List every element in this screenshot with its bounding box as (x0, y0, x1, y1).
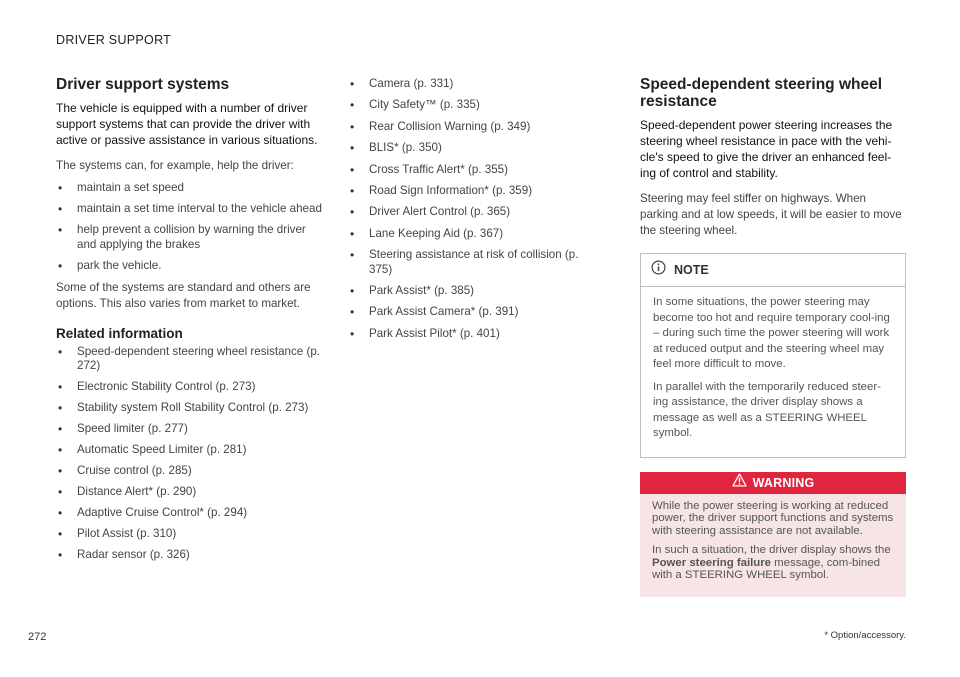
section-title: Driver support systems (56, 76, 230, 93)
related-link[interactable]: • City Safety™ (p. 335) (348, 98, 580, 113)
warning-header (640, 472, 906, 494)
warning-text: message, com-bined with a STEERING WHEEL symbol. (652, 556, 880, 582)
related-link[interactable]: • Park Assist Pilot* (p. 401) (348, 327, 580, 342)
list-item: • maintain a set speed (56, 181, 322, 196)
list-item: • maintain a set time interval to the vehicle ahead (56, 202, 322, 217)
related-link[interactable]: • Pilot Assist (p. 310) (56, 527, 322, 542)
related-link[interactable]: • Distance Alert* (p. 290) (56, 485, 322, 500)
related-link[interactable]: • Automatic Speed Limiter (p. 281) (56, 443, 322, 458)
related-link[interactable]: • BLIS* (p. 350) (348, 141, 580, 156)
lead-paragraph: Speed-dependent power steering increases the steering wheel resistance in pace with the vehi-cle's speed to give the driver an enhanced feel-ing of control and stability. (640, 118, 893, 180)
warning-body (640, 494, 906, 598)
related-link[interactable]: • Park Assist* (p. 385) (348, 284, 580, 299)
help-list (56, 181, 322, 273)
left-column (56, 76, 322, 569)
list-item: • help prevent a collision by warning the driver and applying the brakes (56, 223, 322, 252)
power-steering-failure-message: Power steering failure (652, 556, 772, 569)
footnote: * Option/accessory. (824, 630, 906, 641)
note-label: NOTE (674, 263, 709, 277)
related-link[interactable]: • Speed-dependent steering wheel resistance (p. 272) (56, 345, 322, 374)
related-link[interactable]: • Driver Alert Control (p. 365) (348, 205, 580, 220)
options-text: Some of the systems are standard and others are options. This also varies from market to market. (56, 280, 311, 310)
middle-column (348, 77, 580, 348)
note-box (640, 253, 906, 458)
warning-text: In such a situation, the driver display shows the (652, 544, 891, 557)
warning-paragraph (652, 544, 894, 582)
related-link[interactable]: • Rear Collision Warning (p. 349) (348, 120, 580, 135)
warning-triangle-icon (732, 473, 747, 492)
section-title: Speed-dependent steering wheel resistance (640, 76, 883, 110)
list-item: • park the vehicle. (56, 259, 322, 274)
related-link[interactable]: • Cross Traffic Alert* (p. 355) (348, 163, 580, 178)
related-title: Related information (56, 325, 183, 341)
page-number: 272 (28, 631, 47, 643)
related-list-continued (348, 77, 580, 341)
related-link[interactable]: • Cruise control (p. 285) (56, 464, 322, 479)
body-text: Steering may feel stiffer on highways. When parking and at low speeds, it will be easier to move the steering wheel. (640, 192, 902, 237)
intro-text: The systems can, for example, help the driver: (56, 159, 294, 172)
related-link[interactable]: • Electronic Stability Control (p. 273) (56, 380, 322, 395)
related-list (56, 345, 322, 563)
related-link[interactable]: • Lane Keeping Aid (p. 367) (348, 227, 580, 242)
related-link[interactable]: • Road Sign Information* (p. 359) (348, 184, 580, 199)
warning-paragraph: While the power steering is working at reduced power, the driver support functions and systems with steering assistance are not available. (652, 499, 894, 537)
note-body (641, 287, 905, 457)
related-link[interactable]: • Camera (p. 331) (348, 77, 580, 92)
right-column (640, 76, 906, 597)
note-header (641, 254, 905, 287)
info-icon (651, 260, 666, 280)
note-paragraph: In some situations, the power steering may become too hot and require temporary cool-ing – during such time the power steering will work at reduced output and the steering wheel may feel more difficult to move. (653, 296, 890, 370)
warning-box (640, 472, 906, 598)
related-link[interactable]: • Steering assistance at risk of collision (p. 375) (348, 248, 580, 277)
related-link[interactable]: • Stability system Roll Stability Control (p. 273) (56, 401, 322, 416)
related-link[interactable]: • Radar sensor (p. 326) (56, 548, 322, 563)
lead-paragraph: The vehicle is equipped with a number of driver support systems that can provide the driver with active or passive assistance in various situations. (56, 101, 318, 147)
note-paragraph: In parallel with the temporarily reduced steer-ing assistance, the driver display shows a message as well as a STEERING WHEEL symbol. (653, 380, 881, 439)
related-link[interactable]: • Speed limiter (p. 277) (56, 422, 322, 437)
related-link[interactable]: • Park Assist Camera* (p. 391) (348, 305, 580, 320)
warning-label: WARNING (752, 475, 815, 490)
section-header: DRIVER SUPPORT (56, 33, 172, 47)
related-link[interactable]: • Adaptive Cruise Control* (p. 294) (56, 506, 322, 521)
